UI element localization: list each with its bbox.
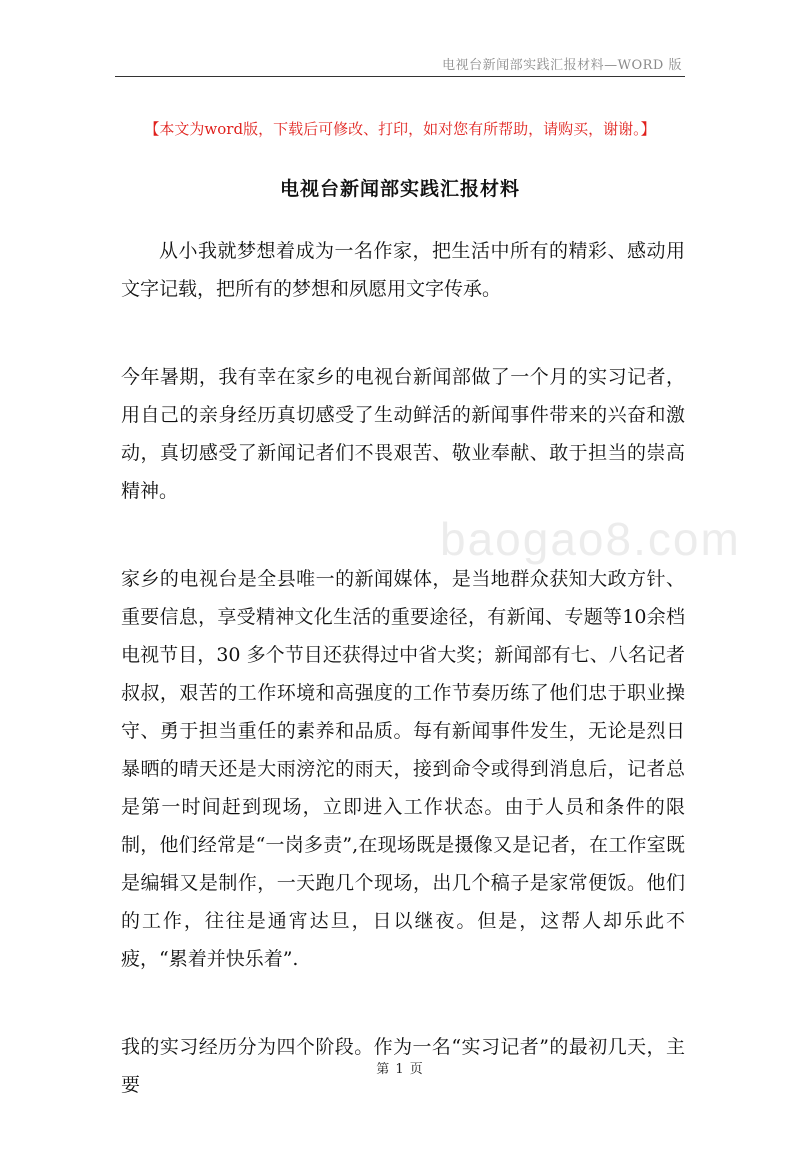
page-number: 第 1 页 (376, 1062, 424, 1077)
paragraph-1: 从小我就梦想着成为一名作家，把生活中所有的精彩、感动用文字记载，把所有的梦想和夙愿用文字传承。 (121, 240, 685, 300)
header-divider (115, 76, 685, 77)
document-title: 电视台新闻部实践汇报材料 (279, 178, 520, 200)
site-watermark: baogao8.com (440, 513, 741, 565)
paragraph-3: 家乡的电视台是全县唯一的新闻媒体，是当地群众获知大政方针、重要信息，享受精神文化生活的重要途径，有新闻、专题等10余档电视节目，30 多个节目还获得过中省大奖；新闻部有七、八名记者叔叔，艰苦的工作环境和高强度的工作节奏历练了他们忠于职业操守、勇于担当重任的素养和品质。每有新闻事件发生，无论是烈日暴晒的晴天还是大雨滂沱的雨天，接到命令或得到消息后，记者总是第一时间赶到现场，立即进入工作状态。由于人员和条件的限制，他们经常是“一岗多责”,在现场既是摄像又是记者，在工作室既是编辑又是制作，一天跑几个现场，出几个稿子是家常便饭。他们的工作，往往是通宵达旦，日以继夜。但是，这帮人却乐此不疲，“累着并快乐着”. (121, 568, 685, 970)
paragraph-2: 今年暑期，我有幸在家乡的电视台新闻部做了一个月的实习记者，用自己的亲身经历真切感受了生动鲜活的新闻事件带来的兴奋和激动，真切感受了新闻记者们不畏艰苦、敬业奉献、敢于担当的崇高精神。 (121, 366, 685, 502)
running-header: 电视台新闻部实践汇报材料—WORD 版 (442, 58, 682, 73)
download-notice: 【本文为word版，下载后可修改、打印，如对您有所帮助，请购买，谢谢。】 (144, 120, 656, 138)
document-body (121, 232, 685, 1154)
paragraph-4: 我的实习经历分为四个阶段。作为一名“实习记者”的最初几天，主要 (121, 1036, 685, 1096)
